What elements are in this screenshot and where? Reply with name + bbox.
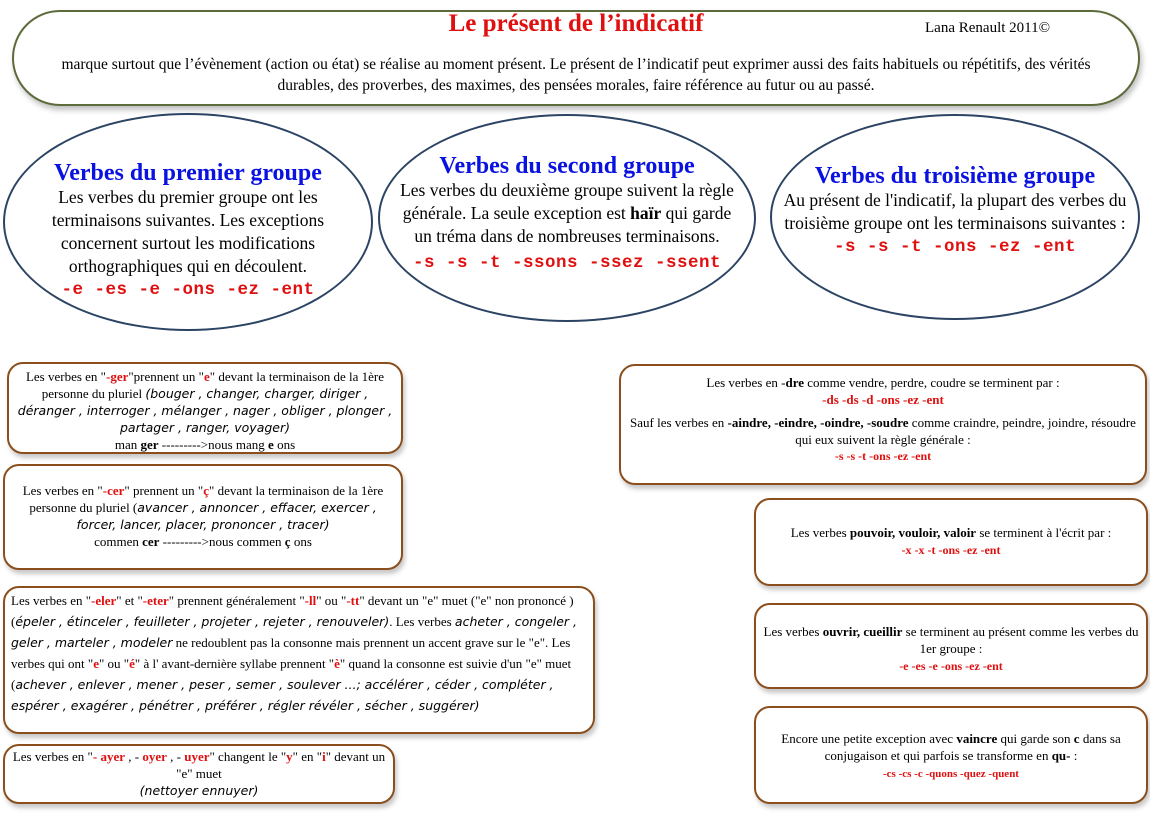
first-group-endings: -e -es -e -ons -ez -ent [61,280,315,300]
ouvrir-endings: -e -es -e -ons -ez -ent [899,659,1003,673]
page-title: Le présent de l’indicatif [448,10,704,37]
rule-text: " prennent généralement " [168,593,305,608]
rule-keyword: pouvoir, vouloir, valoir [849,525,977,540]
rule-text: Les verbes en " [11,593,92,608]
rule-box-ger [7,362,403,454]
first-group-ellipse [3,113,373,331]
first-group-title: Verbes du premier groupe [54,160,322,186]
rule-keyword: -eter [142,593,169,608]
rule-text: Les verbes en - [706,375,786,390]
rule-keyword: -aindre, -eindre, -oindre, -soudre [727,415,909,430]
rule-text: " quand la consonne est suivie d'un "e" muet ( [11,656,572,692]
rule-text: " et " [116,593,143,608]
rule-text: " devant un "e" muet ("e" non prononcé ) ( [11,593,574,629]
rule-keyword: ç [203,483,210,498]
second-group-endings: -s -s -t -ssons -ssez -ssent [412,253,722,273]
third-group-body: Au présent de l'indicatif, la plupart des verbes du troisième groupe ont les terminaisons suivantes : [783,190,1127,233]
rule-keyword: e [93,656,99,671]
rule-text: "prennent un " [128,369,204,384]
second-group-exception-verb: haïr [630,203,662,223]
rule-keyword: e [203,369,210,384]
second-group-body-text: Les verbes du deuxième groupe suivent la règle générale. La seule exception est [400,180,734,223]
rule-box-eler-eter [3,586,595,734]
rule-box-dre [619,364,1147,485]
rule-keyword: y [286,749,293,764]
rule-text: Sauf les verbes en [630,415,725,430]
rule-examples: achever , enlever , mener , peser , semer , soulever ...; accélérer , céder , compléter , espérer , exagérer , pénétrer , préférer , régler révéler , sécher , suggérer) [11,677,554,713]
first-group-body: Les verbes du premier groupe ont les terminaisons suivantes. Les exceptions concernent surtout les modifications orthographiques qui en découlent. [51,187,325,276]
rule-text: Les verbes [790,525,847,540]
rule-box-ouvrir-cueillir [754,603,1148,689]
author-credit: Lana Renault 2011© [925,20,1050,36]
rule-examples: avancer , annoncer , effacer, exercer , forcer, lancer, placer, prononcer , tracer) [76,500,377,532]
rule-line [627,414,1139,448]
rule-keyword: è [334,656,340,671]
rule-keyword: qu- [1051,748,1071,763]
example-text: ons [293,534,312,549]
rule-text: , - [170,749,181,764]
rule-line [627,374,1139,391]
rule-text: Encore une petite exception avec [781,731,954,746]
rule-keyword: uyer [184,749,210,764]
rule-box-ayer-oyer-uyer [3,744,395,804]
rule-text: . Les verbes [389,614,452,629]
rule-text: comme vendre, perdre, coudre se terminent par : [807,375,1060,390]
rule-keyword: ouvrir, cueillir [822,624,903,639]
rule-box-pouvoir-vouloir-valoir [754,498,1148,586]
rule-box-cer [3,464,403,570]
rule-text: " prennent un " [124,483,204,498]
rule-keyword: c [1073,731,1080,746]
rule-text: comme craindre, peindre, joindre, résoudre qui eux suivent la règle générale : [795,415,1136,447]
example-keyword: ger [140,437,159,452]
example-text: --------->nous mang [161,437,265,452]
second-group-ellipse [378,114,756,322]
rule-text: Les verbes en " [25,369,106,384]
example-keyword: ç [284,534,291,549]
example-keyword: e [268,437,274,452]
example-text: man [114,437,138,452]
third-group-endings: -s -s -t -ons -ez -ent [833,237,1077,257]
rule-keyword: -tt [346,593,360,608]
example-text: --------->nous commen [162,534,282,549]
rule-keyword: i [322,749,326,764]
pouvoir-endings: -x -x -t -ons -ez -ent [901,543,1001,557]
example-keyword: cer [142,534,160,549]
general-endings: -s -s -t -ons -ez -ent [834,449,932,463]
rule-examples: (nettoyer ennuyer) [139,783,259,798]
example-text: ons [277,437,296,452]
rule-keyword: -eler [91,593,117,608]
rule-text: : [1073,748,1078,763]
rule-keyword: -cer [102,483,125,498]
rule-text: qui garde son [1000,731,1071,746]
dre-endings: -ds -ds -d -ons -ez -ent [822,392,944,407]
rule-keyword: -ll [304,593,317,608]
second-group-body [392,179,742,248]
rule-keyword: -ger [106,369,129,384]
rule-examples: acheter , congeler , geler , marteler , modeler [11,614,578,650]
rule-keyword: é [129,656,135,671]
intro-text: marque surtout que l’évènement (action ou état) se réalise au moment présent. Le présent de l’indicatif peut exprimer aussi des faits habituels ou répétitifs, des vérités durables, des proverbes, des maximes, des pensées morales, faire référence au futur ou au passé. [61,56,1091,94]
rule-keyword: dre [785,375,805,390]
example-text: commen [94,534,139,549]
rule-text: Les verbes [763,624,820,639]
rule-text: se terminent au présent comme les verbes du 1er groupe : [905,624,1139,656]
vaincre-endings: -cs -cs -c -quons -quez -quent [883,768,1019,780]
rule-examples: épeler , étinceler , feuilleter , projeter , rejeter , renouveler) [15,614,390,629]
rule-text: " ou " [316,593,347,608]
rule-text: Les verbes en " [12,749,93,764]
rule-text: Les verbes en " [22,483,103,498]
third-group-title: Verbes du troisième groupe [814,163,1096,189]
rule-text: " en " [292,749,323,764]
rule-text: " changent le " [209,749,287,764]
rule-box-vaincre [754,706,1148,804]
rule-text: dans sa conjugaison et qui parfois se transforme en [824,731,1121,763]
rule-keyword: oyer [142,749,167,764]
rule-text: , - [128,749,140,764]
rule-keyword: vaincre [956,731,998,746]
rule-examples: (bouger , changer, charger, diriger , déranger , interroger , mélanger , nager , obliger , plonger , partager , ranger, voyager) [17,386,393,435]
rule-text: " devant la terminaison de la 1ère personne du pluriel ( [29,483,384,515]
third-group-ellipse [770,114,1140,320]
rule-text: ne redoublent pas la consonne mais prennent un accent grave sur le "e". Les verbes qui ont " [11,635,571,671]
rule-keyword: - ayer [92,749,125,764]
second-group-title: Verbes du second groupe [439,153,695,179]
second-group-body-text-end: qui garde un tréma dans de nombreuses terminaisons. [414,203,732,246]
rule-text: " devant un "e" muet [176,749,386,781]
rule-text: " devant la terminaison de la 1ère personne du pluriel [41,369,385,401]
header-banner [12,10,1140,106]
rule-text: se terminent à l'écrit par : [979,525,1112,540]
rule-text: " ou " [99,656,130,671]
rule-text: " à l' avant-dernière syllabe prennent " [134,656,335,671]
